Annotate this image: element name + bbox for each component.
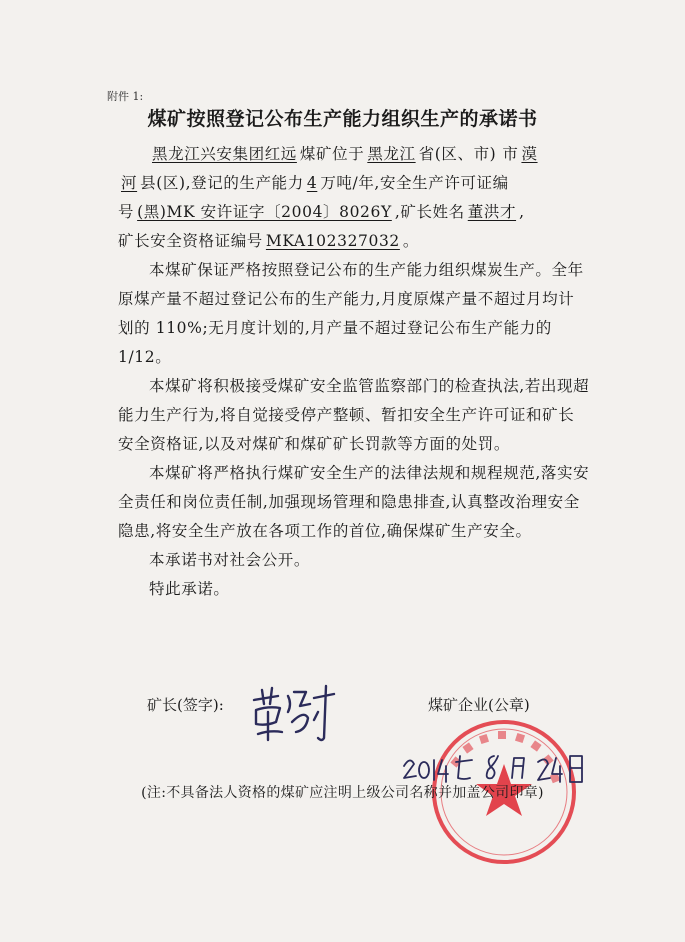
paragraph-public: 本承诺书对社会公开。 (149, 551, 311, 569)
director-signature (248, 682, 338, 746)
director-sign-label: 矿长(签字): (147, 696, 224, 714)
form-text: 县(区),登记的生产能力 (140, 174, 304, 192)
capacity-field: 4 (306, 174, 318, 192)
form-text: , (519, 203, 525, 221)
mine-name-field: 黑龙江兴安集团红远 (152, 145, 297, 163)
form-text: 煤矿位于 (299, 145, 365, 163)
document-body (118, 140, 590, 604)
enterprise-seal-label: 煤矿企业(公章) (428, 696, 530, 714)
form-line-4 (118, 227, 590, 256)
document-title: 煤矿按照登记公布生产能力组织生产的承诺书 (147, 108, 538, 130)
province-field: 黑龙江 (367, 145, 416, 163)
county-field-part1: 漠 (521, 145, 538, 163)
form-text: 市 (502, 145, 519, 163)
paragraph-safety: 本煤矿将严格执行煤矿安全生产的法律法规和规程规范,落实安全责任和岗位责任制,加强现场管理和隐患排查,认真整改治理安全隐患,将安全生产放在各项工作的首位,确保煤矿生产安全。 (118, 464, 590, 540)
form-line-1 (118, 140, 590, 169)
director-name-field: 董洪才 (467, 203, 517, 221)
paragraph-capacity: 本煤矿保证严格按照登记公布的生产能力组织煤炭生产。全年原煤产量不超过登记公布的生产能力,月度原煤产量不超过月均计划的 110%;无月度计划的,月产量不超过登记公布生产能力的 1/12。 (118, 261, 584, 366)
form-text: 矿长安全资格证编号 (118, 232, 263, 250)
form-line-2 (118, 169, 590, 198)
paragraph-closing: 特此承诺。 (149, 580, 230, 598)
attachment-label: 附件 1: (107, 90, 144, 103)
certificate-number-field: MKA102327032 (265, 232, 400, 250)
form-text: 。 (402, 232, 419, 250)
license-number-field: (黑)MK 安许证字〔2004〕8026Y (137, 203, 392, 221)
paragraph-inspection: 本煤矿将积极接受煤矿安全监管监察部门的检查执法,若出现超能力生产行为,将自觉接受停产整顿、暂扣安全生产许可证和矿长安全资格证,以及对煤矿和煤矿矿长罚款等方面的处罚。 (118, 377, 590, 453)
footnote: (注:不具备法人资格的煤矿应注明上级公司名称并加盖公司印章) (141, 785, 544, 801)
form-text: 万吨/年,安全生产许可证编 (320, 174, 509, 192)
form-line-3 (118, 198, 590, 227)
county-field-part2: 河 (121, 174, 138, 192)
form-text: 省(区、市) (418, 145, 497, 163)
form-text: 号 (118, 203, 135, 221)
form-text: ,矿长姓名 (394, 203, 465, 221)
